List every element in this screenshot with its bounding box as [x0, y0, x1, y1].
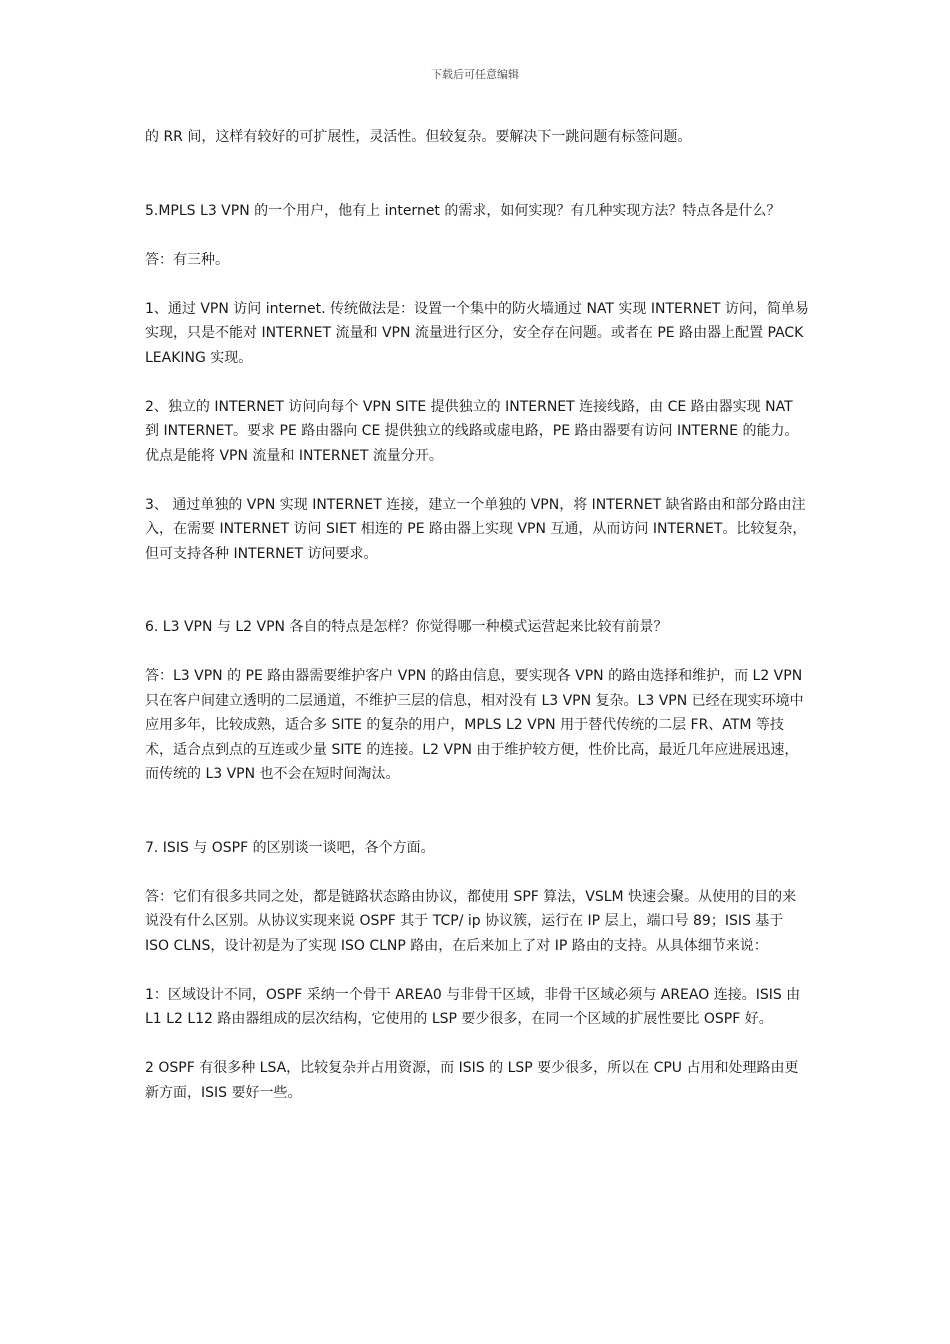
paragraph-rr-continuation: 的 RR 间，这样有较好的可扩展性，灵活性。但较复杂。要解决下一跳问题有标签问题。 [145, 129, 692, 145]
answer-7-intro: 答：它们有很多共同之处，都是链路状态路由协议，都使用 SPF 算法，VSLM 快速会聚。从使用的目的来说没有什么区别。从协议实现来说 OSPF 其于 TCP/ ip 协议簇，运行在 IP 层上，端口号 89；ISIS 基于 ISO CLNS，设计初是为了实现 ISO CLNP 路由，在后来加上了对 IP 路由的支持。从具体细节来说： [145, 888, 797, 954]
answer-5-item-1: 1、通过 VPN 访问 internet. 传统做法是：设置一个集中的防火墙通过 NAT 实现 INTERNET 访问，简单易实现，只是不能对 INTERNET 流量和 VPN 流量进行区分，安全存在问题。或者在 PE 路由器上配置 PACK LEAKING 实现。 [145, 300, 809, 366]
answer-5-item-2: 2、独立的 INTERNET 访问向每个 VPN SITE 提供独立的 INTERNET 连接线路，由 CE 路由器实现 NAT 到 INTERNET。要求 PE 路由器向 CE 提供独立的线路或虚电路，PE 路由器要有访问 INTERNE 的能力。优点是能将 VPN 流量和 INTERNET 流量分开。 [145, 398, 799, 464]
question-6: 6. L3 VPN 与 L2 VPN 各自的特点是怎样？你觉得哪一种模式运营起来比较有前景？ [145, 619, 668, 635]
answer-7-item-2: 2 OSPF 有很多种 LSA，比较复杂并占用资源，而 ISIS 的 LSP 要少很多，所以在 CPU 占用和处理路由更新方面，ISIS 要好一些。 [145, 1060, 799, 1101]
question-7: 7. ISIS 与 OSPF 的区别谈一谈吧，各个方面。 [145, 839, 435, 856]
page-header: 下载后可任意编辑 [431, 68, 519, 81]
answer-6: 答：L3 VPN 的 PE 路由器需要维护客户 VPN 的路由信息，要实现各 VPN 的路由选择和维护，而 L2 VPN 只在客户间建立透明的二层通道，不维护三层的信息，相对没有 L3 VPN 复杂。L3 VPN 已经在现实环境中应用多年，比较成熟，适合多 SITE 的复杂的用户，MPLS L2 VPN 用于替代传统的二层 FR、ATM 等技术，适合点到点的互连或少量 SITE 的连接。L2 VPN 由于维护较方便，性价比高，最近几年应进展迅速，而传统的 L3 VPN 也不会在短时间淘汰。 [145, 668, 804, 782]
document-body [145, 125, 810, 1105]
answer-7-item-1: 1：区域设计不同，OSPF 采纳一个骨干 AREA0 与非骨干区域，非骨干区域必须与 AREAO 连接。ISIS 由 L1 L2 L12 路由器组成的层次结构，它使用的 LSP 要少很多，在同一个区域的扩展性要比 OSPF 好。 [145, 986, 801, 1027]
question-5: 5.MPLS L3 VPN 的一个用户，他有上 internet 的需求，如何实现？有几种实现方法？特点各是什么？ [145, 202, 781, 219]
answer-5-item-3: 3、 通过单独的 VPN 实现 INTERNET 连接，建立一个单独的 VPN，将 INTERNET 缺省路由和部分路由注入，在需要 INTERNET 访问 SIET 相连的 PE 路由器上实现 VPN 互通，从而访问 INTERNET。比较复杂，但可支持各种 INTERNET 访问要求。 [145, 496, 807, 562]
answer-5-intro: 答：有三种。 [145, 251, 229, 268]
